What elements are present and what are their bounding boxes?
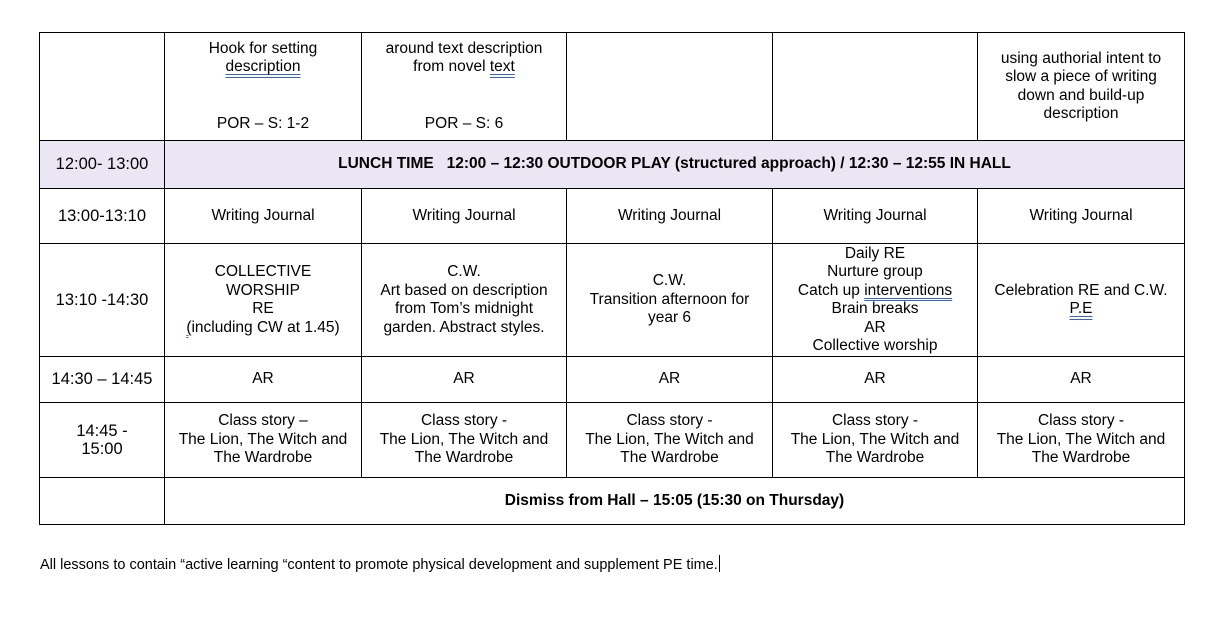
cell-text: The Lion, The Witch and <box>996 430 1166 448</box>
cell-text: around text description <box>385 39 543 57</box>
cell-mon-morning[interactable] <box>165 33 362 141</box>
cell-text-line <box>366 58 562 77</box>
time-cell-ar: 14:30 – 14:45 <box>40 357 165 403</box>
cell-text: COLLECTIVE <box>214 263 312 280</box>
cell-fri-morning[interactable] <box>978 33 1185 141</box>
cell-text: The Wardrobe <box>213 449 313 467</box>
cell-wed-afternoon[interactable] <box>567 244 773 357</box>
text-cursor <box>719 555 720 572</box>
cell-text: Class story - <box>626 412 713 430</box>
cell-fri-afternoon[interactable] <box>978 244 1185 357</box>
cell-text: POR – S: 6 <box>424 114 504 132</box>
cell-text: from Tom’s midnight <box>394 300 534 317</box>
time-cell-journal: 13:00-13:10 <box>40 189 165 244</box>
cell-tue-story[interactable] <box>362 403 567 478</box>
time-cell-empty <box>40 33 165 141</box>
cell-text: The Wardrobe <box>1031 449 1131 467</box>
dismiss-row <box>40 478 1185 525</box>
cell-text: Collective worship <box>812 337 938 354</box>
cell-fri-journal[interactable]: Writing Journal <box>978 189 1185 244</box>
cell-text: The Lion, The Witch and <box>178 430 348 448</box>
cell-text: The Lion, The Witch and <box>585 430 754 448</box>
cell-text: using authorial intent to <box>1000 49 1162 67</box>
ar-row <box>40 357 1185 403</box>
cell-thu-afternoon[interactable] <box>773 244 978 357</box>
cell-text: Class story - <box>420 412 508 430</box>
cell-text: POR – S: 1-2 <box>216 114 310 132</box>
cell-text: Transition afternoon for <box>589 290 750 308</box>
cell-mon-ar[interactable]: AR <box>165 357 362 403</box>
cell-text: description <box>1043 105 1119 122</box>
cell-text: including CW at 1.45) <box>191 318 340 336</box>
cell-text: Nurture group <box>827 263 923 280</box>
lunch-row <box>40 141 1185 189</box>
cell-wed-story[interactable] <box>567 403 773 478</box>
cell-text-line <box>777 282 973 301</box>
cell-text-underlined: ( <box>186 318 192 336</box>
cell-text: The Wardrobe <box>620 449 719 467</box>
cell-text: AR <box>864 318 886 336</box>
cell-text-underlined: description <box>225 58 301 76</box>
time-cell-afternoon: 13:10 -14:30 <box>40 244 165 357</box>
cell-text: C.W. <box>652 272 687 290</box>
time-text: 15:00 <box>81 440 123 458</box>
cell-text: Hook for setting <box>208 39 318 57</box>
timetable <box>39 32 1185 525</box>
cell-text: C.W. <box>447 263 481 280</box>
cell-fri-ar[interactable]: AR <box>978 357 1185 403</box>
cell-text: Brain breaks <box>831 300 919 317</box>
time-text: 14:45 - <box>76 421 128 440</box>
time-cell-empty <box>40 478 165 525</box>
cell-thu-ar[interactable]: AR <box>773 357 978 403</box>
cell-tue-afternoon[interactable] <box>362 244 567 357</box>
cell-tue-morning[interactable] <box>362 33 567 141</box>
cell-tue-ar[interactable]: AR <box>362 357 567 403</box>
time-cell-lunch: 12:00- 13:00 <box>40 141 165 189</box>
cell-text-underlined: P.E <box>1069 300 1093 317</box>
cell-text: down and build-up <box>1017 86 1145 104</box>
cell-text: WORSHIP <box>225 281 301 299</box>
class-story-row <box>40 403 1185 478</box>
morning-continuation-row <box>40 33 1185 141</box>
cell-wed-journal[interactable]: Writing Journal <box>567 189 773 244</box>
cell-text: garden. Abstract styles. <box>383 318 545 336</box>
cell-text: Class story – <box>218 412 308 430</box>
footnote-paragraph[interactable] <box>40 555 720 573</box>
cell-text: Daily RE <box>844 244 906 262</box>
cell-mon-journal[interactable]: Writing Journal <box>165 189 362 244</box>
cell-text-underlined: interventions <box>864 281 953 299</box>
cell-text-line <box>982 300 1180 319</box>
cell-mon-story[interactable] <box>165 403 362 478</box>
time-cell-story <box>40 403 165 478</box>
cell-tue-journal[interactable]: Writing Journal <box>362 189 567 244</box>
cell-wed-morning[interactable] <box>567 33 773 141</box>
dismiss-cell[interactable]: Dismiss from Hall – 15:05 (15:30 on Thursday) <box>165 478 1185 525</box>
cell-text-line <box>169 319 357 338</box>
cell-mon-afternoon[interactable] <box>165 244 362 357</box>
cell-text: The Wardrobe <box>414 449 514 467</box>
afternoon-row <box>40 244 1185 357</box>
cell-text: Class story - <box>831 412 919 430</box>
cell-text: from novel <box>413 58 490 76</box>
cell-text: Art based on description <box>380 281 548 299</box>
cell-text-underlined: text <box>489 58 515 76</box>
cell-text: The Lion, The Witch and <box>790 430 960 448</box>
lunch-cell[interactable]: LUNCH TIME 12:00 – 12:30 OUTDOOR PLAY (structured approach) / 12:30 – 12:55 IN HALL <box>165 141 1185 189</box>
cell-text: year 6 <box>647 309 692 327</box>
cell-text: The Lion, The Witch and <box>379 430 549 448</box>
footnote-text: All lessons to contain “active learning “content to promote physical development and supplement PE time. <box>40 557 718 573</box>
cell-text: RE <box>252 300 274 317</box>
cell-text: Catch up <box>797 281 865 299</box>
cell-text: The Wardrobe <box>825 449 925 467</box>
writing-journal-row <box>40 189 1185 244</box>
cell-wed-ar[interactable]: AR <box>567 357 773 403</box>
cell-thu-story[interactable] <box>773 403 978 478</box>
cell-text: Celebration RE and C.W. <box>994 281 1168 299</box>
cell-text: slow a piece of writing <box>1005 68 1157 85</box>
cell-thu-journal[interactable]: Writing Journal <box>773 189 978 244</box>
cell-text: Class story - <box>1037 412 1125 430</box>
cell-thu-morning[interactable] <box>773 33 978 141</box>
cell-fri-story[interactable] <box>978 403 1185 478</box>
